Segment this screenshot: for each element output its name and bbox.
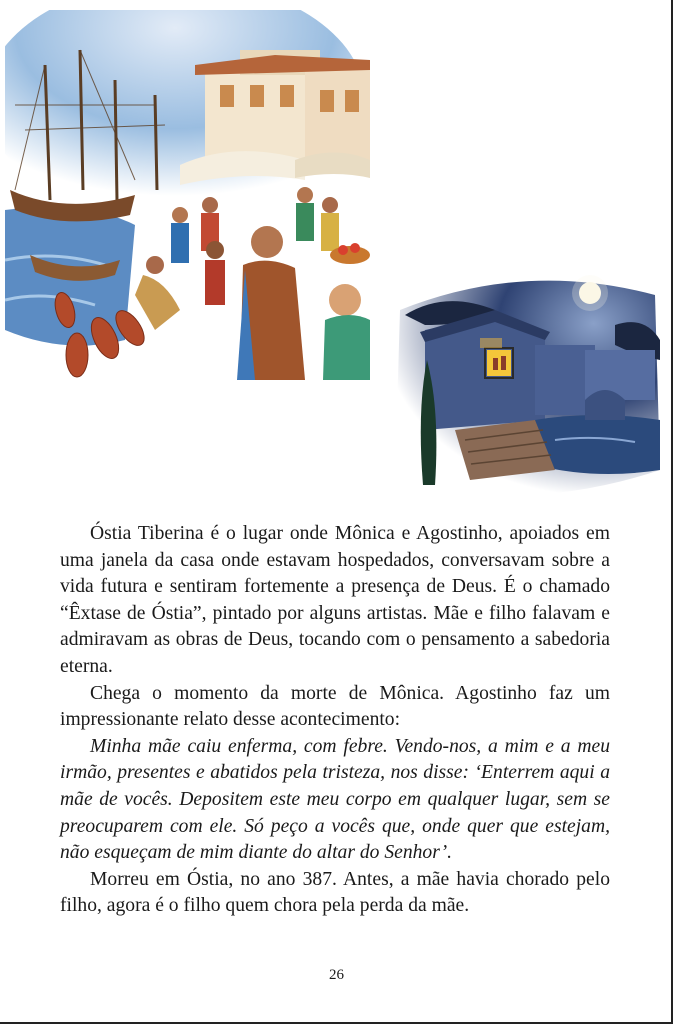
night-house-illustration [385,270,663,510]
page-number: 26 [329,967,344,983]
paragraph-ostia: Óstia Tiberina é o lugar onde Mônica e Agostinho, apoiados em uma janela da casa onde estavam hospedados, conversavam sobre a vida futura e sentiram fortemente a presença de Deus. É o chamado “Êxtase de Óstia”, pintado por alguns artistas. Mãe e filho falavam e admiravam as obras de Deus, tocando com o pensamento a sabedoria eterna. [60,523,610,677]
body-text [60,521,610,920]
quote-augustine-account: Minha mãe caiu enferma, com febre. Vendo-nos, a mim e a meu irmão, presentes e abatidos pela tristeza, nos disse: ‘Enterrem aqui a mãe de vocês. Depositem este meu corpo em qualquer lugar, sem se preocuparem com ele. Só peço a vocês que, onde quer que estejam, não esqueçam de mim diante do altar do Senhor’. [60,735,610,864]
night-house-scene [385,270,663,510]
port-market-illustration [5,10,370,380]
paragraph-death-of-monica: Chega o momento da morte de Mônica. Agostinho faz um impressionante relato desse acontecimento: [60,682,610,731]
port-market-scene [5,10,370,380]
paragraph-died-in-ostia: Morreu em Óstia, no ano 387. Antes, a mãe havia chorado pelo filho, agora é o filho quem chora pela perda da mãe. [60,868,610,917]
